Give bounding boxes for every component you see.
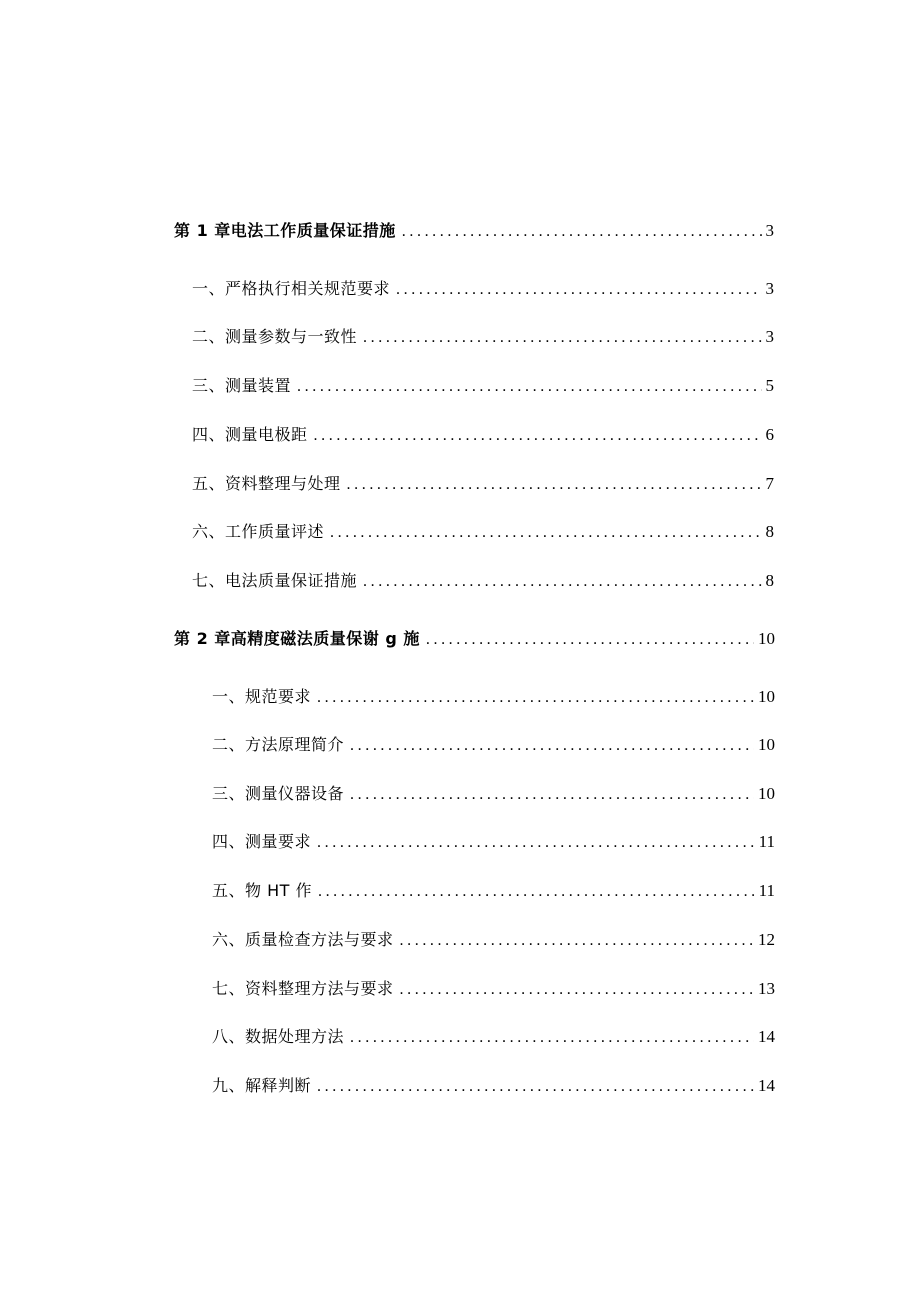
dot-leader [400, 978, 754, 1002]
dot-leader [400, 929, 754, 953]
toc-entry-title: 四、测量电极距 [192, 425, 308, 444]
toc-entry-chapter-2[interactable] [174, 627, 775, 651]
toc-entry-page: 3 [765, 279, 774, 298]
toc-entry-chapter-1[interactable] [174, 219, 774, 243]
toc-entry-title: 五、资料整理与处理 [192, 474, 341, 493]
toc-entry-2-3[interactable] [212, 782, 775, 806]
toc-entry-2-7[interactable] [212, 977, 775, 1001]
toc-entry-title: 四、测量要求 [212, 832, 312, 851]
toc-entry-2-5[interactable] [212, 879, 775, 903]
toc-entry-title: 一、规范要求 [212, 687, 312, 706]
toc-entry-title: 六、工作质量评述 [192, 522, 325, 541]
toc-entry-1-2[interactable] [192, 325, 774, 349]
dot-leader [330, 521, 761, 545]
toc-entry-page: 6 [765, 425, 774, 444]
toc-entry-page: 5 [765, 376, 774, 395]
dot-leader [317, 1075, 754, 1099]
toc-entry-page: 3 [765, 327, 774, 346]
toc-entry-page: 8 [765, 522, 774, 541]
dot-leader [350, 1026, 754, 1050]
toc-entry-page: 8 [765, 571, 774, 590]
toc-entry-page: 11 [758, 881, 775, 900]
toc-entry-1-6[interactable] [192, 520, 774, 544]
toc-entry-2-9[interactable] [212, 1074, 775, 1098]
dot-leader [363, 326, 761, 350]
toc-entry-page: 7 [765, 474, 774, 493]
toc-entry-page: 10 [758, 735, 775, 754]
dot-leader [396, 278, 761, 302]
toc-entry-2-8[interactable] [212, 1025, 775, 1049]
toc-entry-page: 10 [758, 629, 775, 648]
dot-leader [350, 783, 754, 807]
dot-leader [317, 831, 755, 855]
dot-leader [318, 880, 755, 904]
toc-entry-title: 二、测量参数与一致性 [192, 327, 358, 346]
toc-entry-2-4[interactable] [212, 830, 775, 854]
toc-entry-page: 3 [765, 221, 774, 240]
toc-entry-title: 二、方法原理简介 [212, 735, 345, 754]
dot-leader [297, 375, 761, 399]
toc-entry-1-5[interactable] [192, 472, 774, 496]
toc-entry-2-2[interactable] [212, 733, 775, 757]
toc-entry-page: 14 [758, 1076, 775, 1095]
toc-entry-title: 三、测量仪器设备 [212, 784, 345, 803]
toc-entry-title: 七、资料整理方法与要求 [212, 979, 394, 998]
dot-leader [426, 628, 754, 652]
toc-entry-page: 14 [758, 1027, 775, 1046]
toc-entry-title: 第 2 章高精度磁法质量保谢 g 施 [174, 629, 420, 648]
dot-leader [350, 734, 754, 758]
toc-entry-title: 九、解释判断 [212, 1076, 312, 1095]
toc-entry-page: 10 [758, 784, 775, 803]
toc-entry-page: 10 [758, 687, 775, 706]
toc-entry-1-1[interactable] [192, 277, 774, 301]
dot-leader [363, 570, 761, 594]
toc-entry-1-3[interactable] [192, 374, 774, 398]
toc-entry-1-7[interactable] [192, 569, 774, 593]
toc-entry-title: 七、电法质量保证措施 [192, 571, 358, 590]
toc-entry-title: 五、物 HT 作 [212, 881, 312, 900]
toc-entry-page: 11 [758, 832, 775, 851]
toc-entry-title: 第 1 章电法工作质量保证措施 [174, 221, 396, 240]
toc-entry-2-1[interactable] [212, 685, 775, 709]
toc-entry-2-6[interactable] [212, 928, 775, 952]
toc-entry-1-4[interactable] [192, 423, 774, 447]
toc-entry-title: 三、测量装置 [192, 376, 292, 395]
toc-entry-page: 12 [758, 930, 775, 949]
toc-entry-page: 13 [758, 979, 775, 998]
dot-leader [314, 424, 762, 448]
toc-entry-title: 一、严格执行相关规范要求 [192, 279, 391, 298]
dot-leader [347, 473, 762, 497]
toc-entry-title: 八、数据处理方法 [212, 1027, 345, 1046]
dot-leader [317, 686, 754, 710]
dot-leader [402, 220, 762, 244]
toc-entry-title: 六、质量检查方法与要求 [212, 930, 394, 949]
